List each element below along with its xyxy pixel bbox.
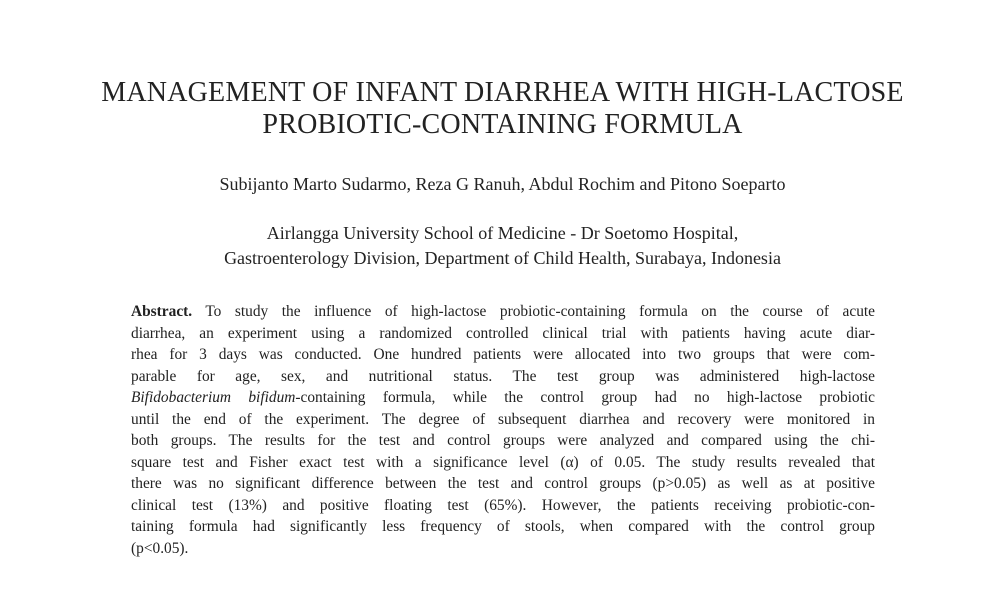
abstract	[131, 301, 875, 559]
paper-title-line-1: MANAGEMENT OF INFANT DIARRHEA WITH HIGH-LACTOSE	[101, 77, 904, 108]
species-name: Bifidobacterium bifidum	[131, 389, 296, 406]
abstract-line: until the end of the experiment. The degree of subsequent diarrhea and recovery were monitored in	[131, 410, 875, 428]
abstract-line: parable for age, sex, and nutritional status. The test group was administered high-lactose	[131, 367, 875, 385]
affiliation-line-2: Gastroenterology Division, Department of Child Health, Surabaya, Indonesia	[224, 248, 781, 268]
affiliation-line-1: Airlangga University School of Medicine - Dr Soetomo Hospital,	[266, 223, 739, 243]
paper-title-line-2: PROBIOTIC-CONTAINING FORMULA	[262, 109, 743, 140]
abstract-line: diarrhea, an experiment using a randomized controlled clinical trial with patients having acute diar-	[131, 324, 875, 342]
abstract-line: both groups. The results for the test and control groups were analyzed and compared using the chi-	[131, 432, 875, 449]
abstract-line: square test and Fisher exact test with a significance level (α) of 0.05. The study results revealed that	[131, 453, 875, 471]
abstract-line: there was no significant difference between the test and control groups (p>0.05) as well as at positive	[131, 475, 875, 492]
abstract-text: To study the influence of high-lactose probiotic-containing formula on the course of acute	[192, 303, 875, 320]
paper-title	[40, 77, 965, 141]
abstract-line: rhea for 3 days was conducted. One hundred patients were allocated into two groups that were com-	[131, 346, 875, 363]
abstract-label: Abstract.	[131, 303, 193, 320]
abstract-line	[131, 387, 875, 409]
abstract-text: -containing formula, while the control group had no high-lactose probiotic	[295, 389, 876, 406]
affiliation	[40, 221, 965, 271]
abstract-line: taining formula had significantly less frequency of stools, when compared with the control group	[131, 518, 875, 535]
abstract-line: clinical test (13%) and positive floating test (65%). However, the patients receiving probiotic-con-	[131, 496, 875, 514]
author-list: Subijanto Marto Sudarmo, Reza G Ranuh, Abdul Rochim and Pitono Soeparto	[219, 174, 786, 194]
abstract-line	[131, 301, 875, 323]
abstract-line: (p<0.05).	[131, 539, 189, 557]
